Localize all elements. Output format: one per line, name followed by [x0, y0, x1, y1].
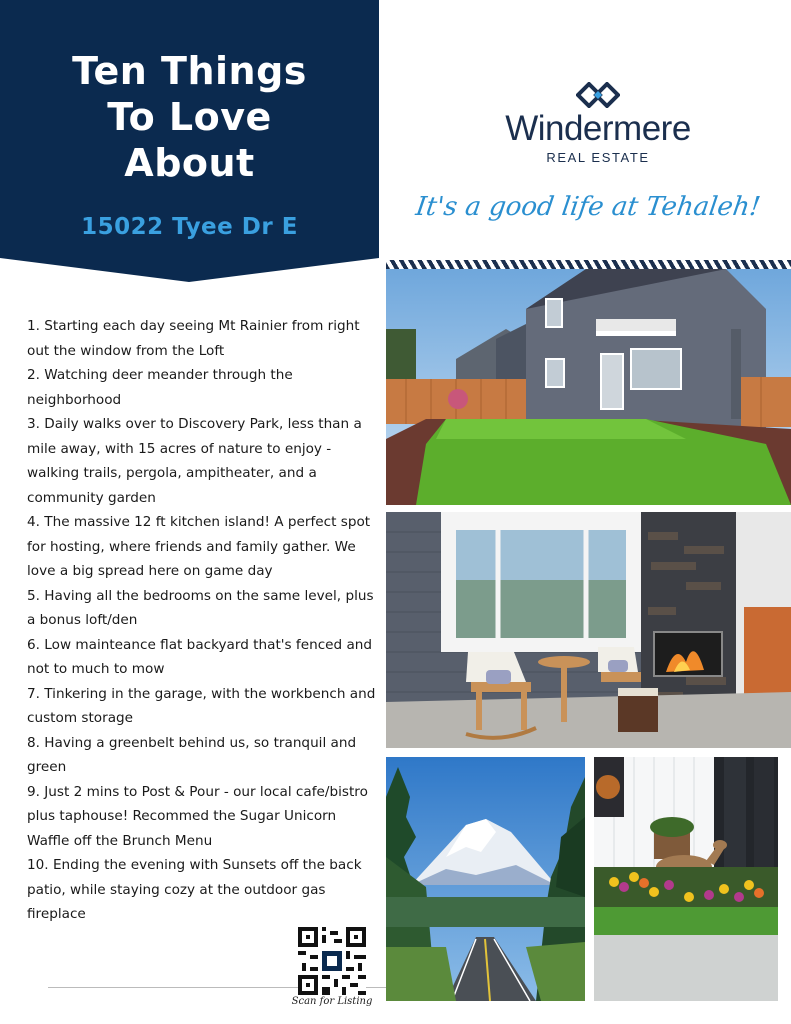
qr-caption: Scan for Listing [291, 996, 373, 1007]
banner-title [0, 48, 379, 186]
windermere-logo [480, 82, 716, 165]
banner-title-line-1: Ten Things [72, 49, 307, 93]
property-address: 15022 Tyee Dr E [81, 214, 298, 240]
list-item: 6. Low mainteance flat backyard that's fenced and not to much to mow [27, 636, 373, 677]
list-item: 8. Having a greenbelt behind us, so tranquil and green [27, 734, 357, 775]
logo-subtitle: REAL ESTATE [546, 150, 650, 165]
banner-title-line-3: About [124, 141, 255, 185]
mt-rainier-road-photo [386, 757, 585, 1001]
list-item: 5. Having all the bedrooms on the same level, plus a bonus loft/den [27, 587, 374, 628]
title-banner [0, 0, 379, 282]
list-item: 2. Watching deer meander through the neighborhood [27, 367, 293, 408]
patio-fireplace-photo [386, 512, 791, 748]
qr-code-icon[interactable] [298, 927, 366, 995]
list-item: 7. Tinkering in the garage, with the workbench and custom storage [27, 685, 376, 726]
list-item: 10. Ending the evening with Sunsets off the back patio, while staying cozy at the outdoor gas fireplace [27, 857, 362, 922]
tagline: It's a good life at Tehaleh! [413, 192, 763, 222]
list-item: 1. Starting each day seeing Mt Rainier from right out the window from the Loft [27, 318, 360, 359]
list-item: 9. Just 2 mins to Post & Pour - our local cafe/bistro plus taphouse! Recommed the Sugar Unicorn Waffle off the Brunch Menu [27, 783, 368, 849]
list-item: 4. The massive 12 ft kitchen island! A perfect spot for hosting, where friends and family gather. We love a big spread here on game day [27, 514, 371, 579]
logo-name: Windermere [505, 109, 691, 148]
windermere-diamond-logo-icon [576, 82, 620, 108]
things-list [27, 314, 379, 927]
backyard-house-photo [386, 269, 791, 505]
list-item: 3. Daily walks over to Discovery Park, less than a mile away, with 15 acres of nature to enjoy - walking trails, pergola, ampitheater, and a community garden [27, 416, 362, 506]
deer-flowers-photo [594, 757, 778, 1001]
banner-title-line-2: To Love [107, 95, 272, 139]
